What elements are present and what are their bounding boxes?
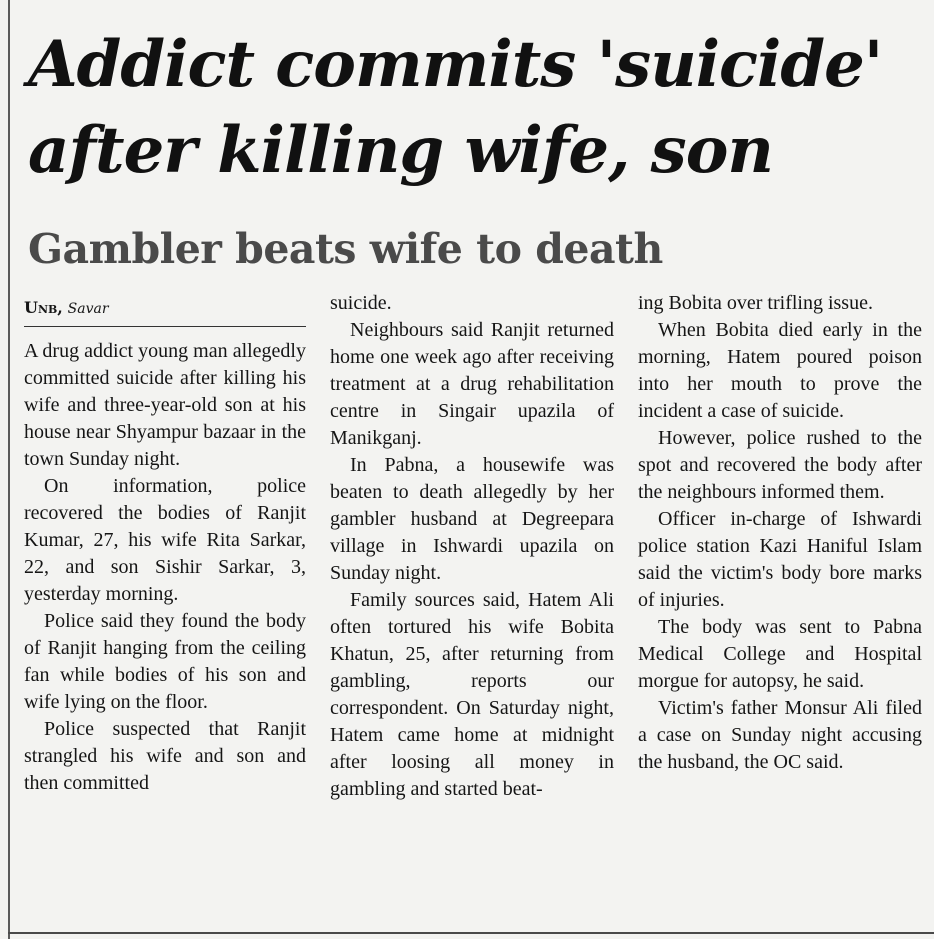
headline: Addict commits 'suicide' after killing wife, son xyxy=(28,27,883,188)
byline-rule xyxy=(24,326,306,327)
paragraph: In Pabna, a housewife was beaten to death allegedly by her gambler husband at Degreepara village in Ishwardi upazila on Sunday night. xyxy=(330,454,614,584)
column-3 xyxy=(638,290,922,776)
paragraph: Police said they found the body of Ranjit hanging from the ceiling fan while bodies of his son and wife lying on the floor. xyxy=(24,610,306,713)
subheadline: Gambler beats wife to death xyxy=(28,225,663,273)
column-1 xyxy=(24,338,306,797)
byline-location: Savar xyxy=(67,301,109,317)
paragraph: ing Bobita over trifling issue. xyxy=(638,292,873,314)
paragraph: A drug addict young man allegedly committed suicide after killing his wife and three-year-old son at his house near Shyampur bazaar in the town Sunday night. xyxy=(24,340,306,470)
paragraph: Neighbours said Ranjit returned home one week ago after receiving treatment at a drug rehabilitation centre in Singair upazila of Manikganj. xyxy=(330,319,614,449)
paragraph: Officer in-charge of Ishwardi police station Kazi Haniful Islam said the victim's body bore marks of injuries. xyxy=(638,508,922,611)
paragraph: suicide. xyxy=(330,292,392,314)
paragraph: On information, police recovered the bodies of Ranjit Kumar, 27, his wife Rita Sarkar, 22, and son Sishir Sarkar, 3, yesterday morning. xyxy=(24,475,306,605)
byline-agency: Unb, xyxy=(24,298,63,317)
byline xyxy=(24,298,109,319)
column-2 xyxy=(330,290,614,803)
paragraph: Police suspected that Ranjit strangled his wife and son and then committed xyxy=(24,718,306,794)
paragraph: However, police rushed to the spot and recovered the body after the neighbours informed them. xyxy=(638,427,922,503)
paragraph: Victim's father Monsur Ali filed a case on Sunday night accusing the husband, the OC said. xyxy=(638,697,922,773)
paragraph: The body was sent to Pabna Medical College and Hospital morgue for autopsy, he said. xyxy=(638,616,922,692)
paragraph: When Bobita died early in the morning, Hatem poured poison into her mouth to prove the incident a case of suicide. xyxy=(638,319,922,422)
left-column-rule xyxy=(8,0,10,939)
bottom-rule xyxy=(8,932,934,934)
paragraph: Family sources said, Hatem Ali often tortured his wife Bobita Khatun, 25, after returning from gambling, reports our correspondent. On Saturday night, Hatem came home at midnight after loosing all money in gambling and started beat- xyxy=(330,589,614,800)
